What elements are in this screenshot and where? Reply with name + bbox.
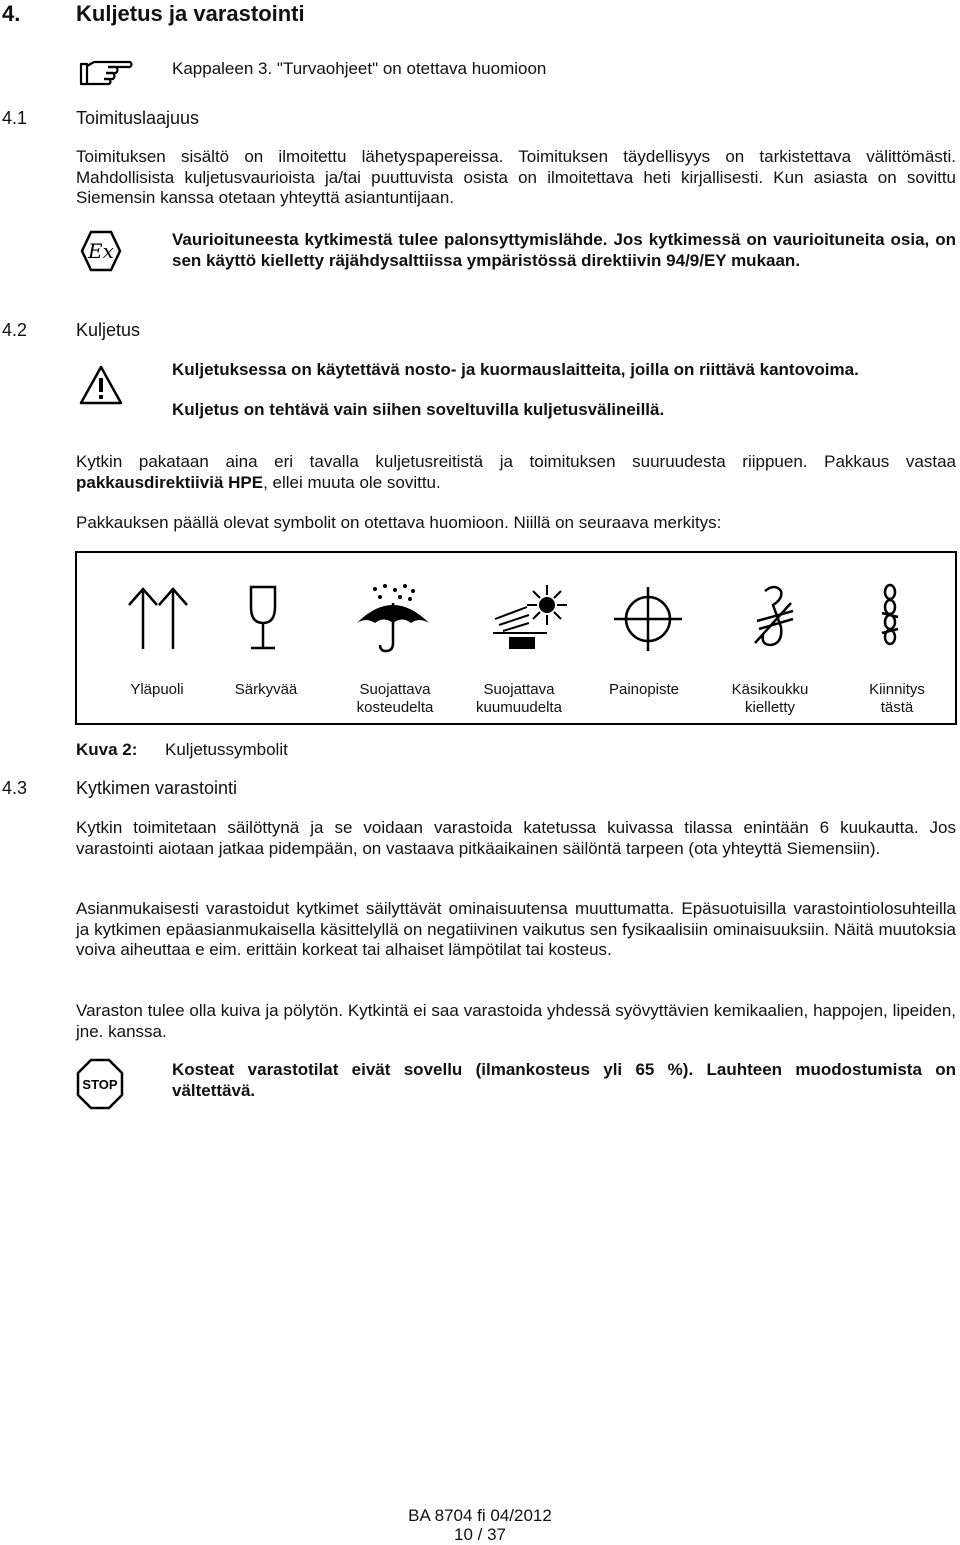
this-way-up-arrows-icon (99, 583, 219, 653)
center-of-gravity-icon (590, 583, 710, 653)
chain-sling-icon (832, 583, 952, 653)
figure-caption: Kuljetussymbolit (165, 740, 288, 759)
storage-paragraph-1: Kytkin toimitetaan säilöttynä ja se voidaan varastoida katetussa kuivassa tilassa enintään 6 kuukautta. Jos varastointi aiotaan jatkaa pidempään, on vastaava pitkäaikainen säilöntä tarpeen (ota yhteyttä Siemensiin). (76, 818, 956, 858)
warning-triangle-icon (79, 365, 123, 405)
symbol-label-no-hooks: Käsikoukku kielletty (731, 681, 809, 716)
chapter-number: 4. (2, 1, 21, 26)
chapter-title: Kuljetus ja varastointi (76, 1, 305, 26)
footer-page-number: 10 / 37 (454, 1525, 506, 1544)
symbol-label-fragile: Särkyvää (234, 681, 298, 698)
stop-octagon-icon (76, 1058, 124, 1110)
symbol-label-protect-heat: Suojattava kuumuudelta (476, 681, 562, 716)
no-hand-hook-icon (717, 583, 837, 653)
caution-line-1: Kuljetuksessa on käytettävä nosto- ja kuormauslaitteita, joilla on riittävä kantovoima. (172, 360, 859, 379)
stop-warning-text: Kosteat varastotilat eivät sovellu (ilmankosteus yli 65 %). Lauhteen muodostumista on vältettävä. (172, 1060, 956, 1100)
section-4-3-title: Kytkimen varastointi (76, 778, 238, 798)
storage-paragraph-2: Asianmukaisesti varastoidut kytkimet säilyttävät ominaisuutensa muuttumatta. Epäsuotuisilla varastointiolosuhteilla ja kytkimen epäasianmukaisella käsittelyllä on negatiivinen vaikutus sen fysikaalisiin ominaisuuksiin. Näitä muutoksia voiva aiheuttaa e eim. erittäin korkeat tai alhaiset lämpötilat tai kosteus. (76, 899, 956, 959)
figure-label: Kuva 2: (76, 740, 138, 759)
packaging-directive: pakkausdirektiiviä HPE (76, 472, 264, 492)
transport-symbols-figure (75, 551, 957, 725)
ex-warning-text: Vaurioituneesta kytkimestä tulee palonsyttymislähde. Jos kytkimessä on vaurioituneita osia, on sen käyttö kielletty räjähdysalttiissa ympäristössä direktiivin 94/9/EY mukaan. (172, 230, 956, 270)
section-4-1-title: Toimituslaajuus (76, 108, 200, 128)
symbol-label-sling-here: Kiinnitys tästä (869, 681, 925, 716)
section-4-1-number: 4.1 (2, 108, 28, 128)
symbols-intro: Pakkauksen päällä olevat symbolit on otettava huomioon. Niillä on seuraava merkitys: (76, 513, 722, 532)
section-4-2-number: 4.2 (2, 320, 28, 340)
symbol-label-keep-dry: Suojattava kosteudelta (356, 681, 434, 716)
ex-hexagon-icon (80, 230, 122, 272)
section-4-3-number: 4.3 (2, 778, 28, 798)
stop-sign-text: STOP (82, 1077, 118, 1092)
pointing-hand-icon (78, 56, 134, 88)
safety-note-text: Kappaleen 3. "Turvaohjeet" on otettava huomioon (172, 59, 547, 78)
delivery-paragraph: Toimituksen sisältö on ilmoitettu lähetyspapereissa. Toimituksen täydellisyys on tarkistettava välittömästi. Mahdollisista kuljetusvaurioista ja/tai puuttuvista osista on ilmoitettava heti kirjallisesti. Kun asiasta on sovittu Siemensin kanssa otetaan yhteyttä asiantuntijaan. (76, 147, 956, 207)
umbrella-rain-icon (335, 583, 455, 653)
caution-line-2: Kuljetus on tehtävä vain siihen soveltuvilla kuljetusvälineillä. (172, 400, 665, 419)
footer-doc-id: BA 8704 fi 04/2012 (408, 1506, 552, 1525)
section-4-2-title: Kuljetus (76, 320, 141, 340)
packaging-paragraph: Kytkin pakataan aina eri tavalla kuljetusreitistä ja toimituksen suuruudesta riippuen. Pakkaus vastaa pakkausdirektiiviä HPE, ellei muuta ole sovittu. (76, 452, 956, 492)
svg-text:Ex: Ex (88, 239, 114, 263)
sun-heat-icon (465, 583, 585, 653)
fragile-glass-icon (205, 583, 325, 653)
symbol-label-this-way-up: Yläpuoli (130, 681, 184, 698)
storage-paragraph-3: Varaston tulee olla kuiva ja pölytön. Kytkintä ei saa varastoida yhdessä syövyttävien kemikaalien, happojen, lipeiden, jne. kanssa. (76, 1001, 956, 1041)
symbol-label-centre-gravity: Painopiste (608, 681, 680, 698)
